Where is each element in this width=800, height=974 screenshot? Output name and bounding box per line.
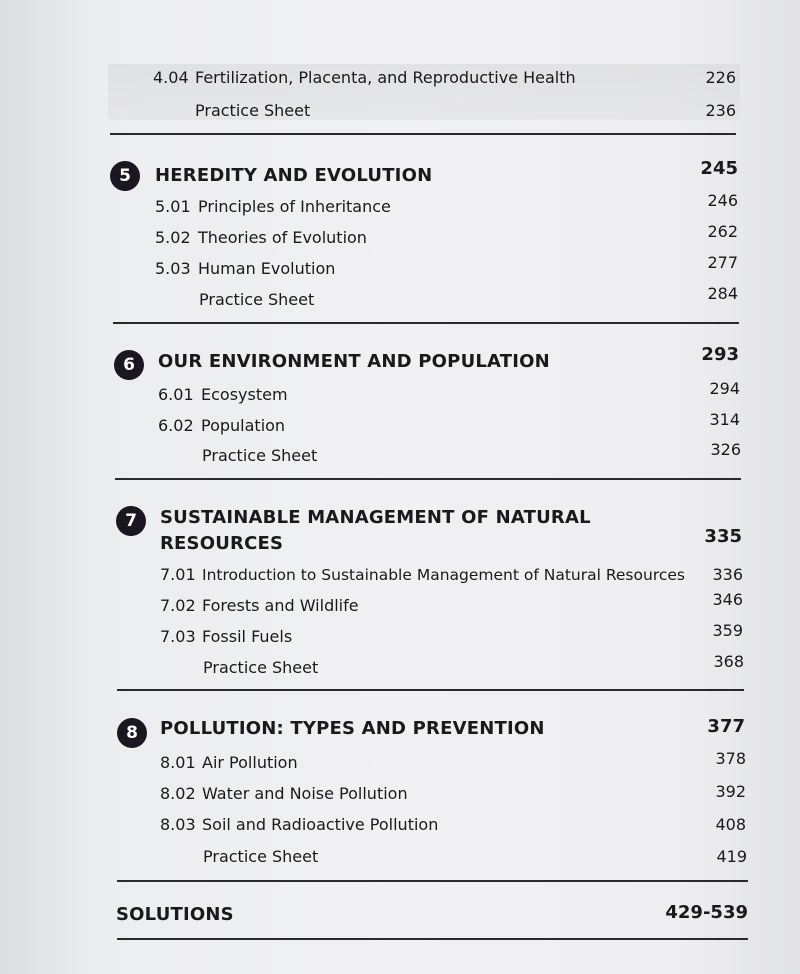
solutions-pages: 429-539: [665, 902, 748, 923]
entry-number: 8.03: [160, 815, 196, 834]
chapter-title: HEREDITY AND EVOLUTION: [155, 165, 433, 186]
toc-entry: [0, 284, 800, 313]
divider: [117, 880, 748, 882]
chapter-number-badge: 7: [116, 506, 146, 536]
toc-entry: [0, 191, 800, 220]
entry-number: 6.01: [158, 385, 194, 404]
chapter-title: OUR ENVIRONMENT AND POPULATION: [158, 351, 550, 372]
chapter-title-line-2: RESOURCES: [160, 533, 284, 554]
divider: [110, 133, 736, 135]
toc-entry: [0, 781, 800, 807]
chapter-title: POLLUTION: TYPES AND PREVENTION: [160, 718, 545, 739]
entry-page: 226: [705, 68, 736, 87]
solutions-label: SOLUTIONS: [116, 904, 234, 925]
entry-title: Population: [201, 416, 286, 435]
divider: [117, 938, 748, 940]
entry-title: Human Evolution: [198, 259, 336, 278]
entry-number: 5.02: [155, 228, 191, 247]
toc-entry: [0, 253, 800, 282]
entry-title: Water and Noise Pollution: [202, 784, 408, 803]
chapter-page: 377: [707, 716, 745, 737]
entry-title: Practice Sheet: [203, 658, 319, 677]
chapter-number-badge: 5: [110, 161, 140, 191]
toc-entry: [0, 440, 800, 469]
entry-number: 7.01: [160, 565, 196, 584]
entry-number: 6.02: [158, 416, 194, 435]
toc-entry: [0, 98, 800, 124]
entry-title: Introduction to Sustainable Management of Natural Resources: [202, 566, 685, 584]
toc-entry: [0, 562, 800, 588]
entry-page: 336: [712, 565, 743, 584]
entry-page: 277: [707, 253, 738, 272]
entry-page: 378: [715, 749, 746, 768]
entry-number: 8.01: [160, 753, 196, 772]
entry-page: 262: [707, 222, 738, 241]
toc-entry: [0, 65, 800, 91]
entry-title: Fertilization, Placenta, and Reproductive Health: [195, 68, 576, 87]
toc-entry: [0, 750, 800, 776]
entry-page: 246: [707, 191, 738, 210]
entry-page: 359: [712, 621, 743, 640]
chapter-page: 335: [704, 526, 742, 547]
divider: [115, 478, 741, 480]
entry-title: Practice Sheet: [199, 290, 315, 309]
entry-page: 284: [707, 284, 738, 303]
entry-page: 294: [709, 379, 740, 398]
divider: [117, 689, 744, 691]
toc-entry: [0, 222, 800, 251]
toc-entry: [0, 590, 800, 619]
entry-number: 8.02: [160, 784, 196, 803]
chapter-page: 293: [701, 344, 739, 365]
entry-number: 5.01: [155, 197, 191, 216]
entry-title: Forests and Wildlife: [202, 596, 359, 615]
toc-entry: [0, 812, 800, 838]
chapter-number-badge: 6: [114, 350, 144, 380]
entry-title: Principles of Inheritance: [198, 197, 391, 216]
toc-entry: [0, 844, 800, 870]
toc-entry: [0, 379, 800, 408]
entry-page: 314: [709, 410, 740, 429]
entry-number: 7.02: [160, 596, 196, 615]
chapter-number-badge: 8: [117, 718, 147, 748]
chapter-page: 245: [700, 158, 738, 179]
entry-page: 346: [712, 590, 743, 609]
entry-title: Air Pollution: [202, 753, 298, 772]
entry-number: 7.03: [160, 627, 196, 646]
entry-title: Fossil Fuels: [202, 627, 293, 646]
entry-title: Practice Sheet: [203, 847, 319, 866]
toc-entry: [0, 621, 800, 650]
entry-number: 5.03: [155, 259, 191, 278]
entry-title: Practice Sheet: [202, 446, 318, 465]
entry-page: 408: [715, 815, 746, 834]
entry-number: 4.04: [153, 68, 189, 87]
entry-page: 368: [713, 652, 744, 671]
divider: [113, 322, 739, 324]
toc-entry: [0, 410, 800, 439]
entry-page: 419: [716, 847, 747, 866]
toc-entry: [0, 652, 800, 681]
entry-title: Ecosystem: [201, 385, 288, 404]
chapter-title: SUSTAINABLE MANAGEMENT OF NATURAL: [160, 507, 591, 528]
entry-title: Theories of Evolution: [198, 228, 367, 247]
entry-title: Soil and Radioactive Pollution: [202, 815, 439, 834]
entry-page: 236: [705, 101, 736, 120]
entry-page: 392: [715, 782, 746, 801]
entry-page: 326: [710, 440, 741, 459]
entry-title: Practice Sheet: [195, 101, 311, 120]
